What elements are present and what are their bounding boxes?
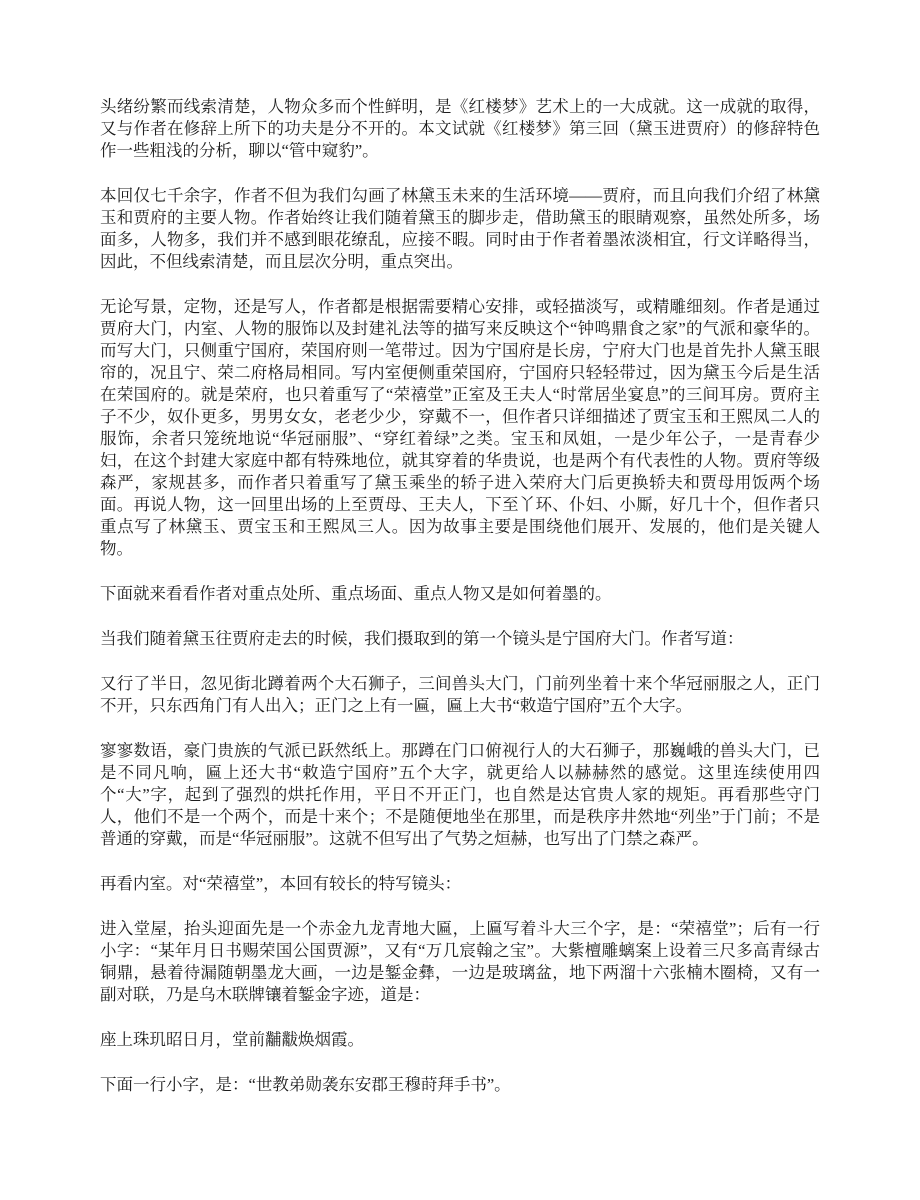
paragraph: 再看内室。对“荣禧堂”，本回有较长的特写镜头： bbox=[100, 874, 462, 893]
document-text-block bbox=[100, 96, 820, 1096]
couplet-line: 座上珠玑昭日月，堂前黼黻焕烟霞。 bbox=[100, 1030, 364, 1049]
paragraph: 无论写景，定物，还是写人，作者都是根据需要精心安排，或轻描淡写，或精雕细刻。作者是通过贾府大门，内室、人物的服饰以及封建礼法等的描写来反映这个“钟鸣鼎食之家”的气派和豪华的。而写大门，只侧重宁国府，荣国府则一笔带过。因为宁国府是长房，宁府大门也是首先扑人黛玉眼帘的，况且宁、荣二府格局相同。写内室便侧重荣国府，宁国府只轻轻带过，因为黛玉今后是生活在荣国府的。就是荣府，也只着重写了“荣禧堂”正室及王夫人“时常居坐宴息”的三间耳房。贾府主子不少，奴仆更多，男男女女，老老少少，穿戴不一，但作者只详细描述了贾宝玉和王熙凤二人的服饰，余者只笼统地说“华冠丽服”、“穿红着绿”之类。宝玉和凤姐，一是少年公子，一是青春少妇，在这个封建大家庭中都有特殊地位，就其穿着的华贵说，也是两个有代表性的人物。贾府等级森严，家规甚多，而作者只着重写了黛玉乘坐的轿子进入荣府大门后更换轿夫和贾母用饭两个场面。再说人物，这一回里出场的上至贾母、王夫人，下至丫环、仆妇、小厮，好几十个，但作者只重点写了林黛玉、贾宝玉和王熙凤三人。因为故事主要是围绕他们展开、发展的，他们是关键人物。 bbox=[100, 297, 820, 558]
quote-paragraph: 又行了半日，忽见街北蹲着两个大石狮子，三间兽头大门，门前列坐着十来个华冠丽服之人，正门不开，只东西角门有人出入；正门之上有一匾，匾上大书“敕造宁国府”五个大字。 bbox=[100, 674, 820, 715]
quote-paragraph: 进入堂屋，抬头迎面先是一个赤金九龙青地大匾，上匾写着斗大三个字，是：“荣禧堂”；后有一行小字：“某年月日书赐荣国公国贾源”，又有“万几宸翰之宝”。大紫檀雕螭案上设着三尺多高青绿古铜鼎，悬着待漏随朝墨龙大画，一边是錾金彝，一边是玻璃盆，地下两溜十六张楠木圈椅，又有一副对联，乃是乌木联牌镶着錾金字迹，道是： bbox=[100, 919, 820, 1004]
paragraph: 本回仅七千余字，作者不但为我们勾画了林黛玉未来的生活环境——贾府，而且向我们介绍了林黛玉和贾府的主要人物。作者始终让我们随着黛玉的脚步走，借助黛玉的眼睛观察，虽然处所多，场面多，人物多，我们并不感到眼花缭乱，应接不暇。同时由于作者着墨浓淡相宜，行文详略得当，因此，不但线索清楚，而且层次分明，重点突出。 bbox=[100, 186, 820, 271]
paragraph: 下面一行小字，是：“世教弟勋袭东安郡王穆莳拜手书”。 bbox=[100, 1075, 511, 1094]
paragraph: 当我们随着黛玉往贾府走去的时候，我们摄取到的第一个镜头是宁国府大门。作者写道： bbox=[100, 629, 744, 648]
paragraph: 下面就来看看作者对重点处所、重点场面、重点人物又是如何着墨的。 bbox=[100, 584, 612, 603]
paragraph: 头绪纷繁而线索清楚，人物众多而个性鲜明，是《红楼梦》艺术上的一大成就。这一成就的取得，又与作者在修辞上所下的功夫是分不开的。本文试就《红楼梦》第三回（黛玉进贾府）的修辞特色作一些粗浅的分析，聊以“管中窥豹”。 bbox=[100, 97, 820, 160]
paragraph: 寥寥数语，豪门贵族的气派已跃然纸上。那蹲在门口俯视行人的大石狮子，那巍峨的兽头大门，已是不同凡响，匾上还大书“敕造宁国府”五个大字，就更给人以赫赫然的感觉。这里连续使用四个“大”字，起到了强烈的烘托作用，平日不开正门，也自然是达官贵人家的规矩。再看那些守门人，他们不是一个两个，而是十来个；不是随便地坐在那里，而是秩序井然地“列坐”于门前；不是普通的穿戴，而是“华冠丽服”。这就不但写出了气势之烜赫，也写出了门禁之森严。 bbox=[100, 741, 820, 848]
